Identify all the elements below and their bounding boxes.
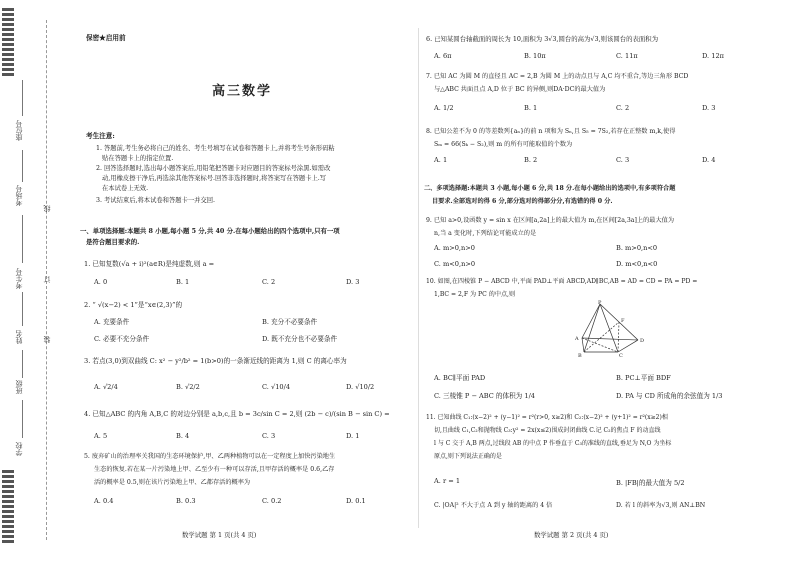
notice-line: 1. 答题前,考生务必将自己的姓名、考生号填写在试卷和答题卡上,并将考生号条形码粘 xyxy=(96,145,335,152)
fig-label-d: D xyxy=(640,338,645,344)
fig-label-p: P xyxy=(598,300,602,306)
question-8-cont: Sₘ = 66(Sₖ − S₂),则 m 的所有可能取值的个数为 xyxy=(434,141,573,148)
label-seat: 座位号 xyxy=(15,120,23,141)
question-1: 1. 已知复数(√a + i)²(a∈R)是纯虚数,则 a = xyxy=(84,260,215,268)
label-class: 班级 xyxy=(15,380,23,394)
page-1-footer: 数学试题 第 1 页(共 4 页) xyxy=(182,531,257,539)
question-3: 3. 若点(3,0)到双曲线 C: x² − y²/b² = 1(b>0)的一条渐近线的距离为 1,则 C 的离心率为 xyxy=(84,357,347,365)
question-9-cont: n,当 a 变化时,下列结论可能成立的是 xyxy=(434,230,537,237)
q9-option-a: A. m>0,n>0 xyxy=(434,244,475,252)
q2-option-c: C. 必要不充分条件 xyxy=(94,335,150,343)
q7-option-a: A. 1/2 xyxy=(434,104,454,112)
q3-option-d: D. √10/2 xyxy=(346,383,375,391)
q11-option-c: C. |OA|² 不大于点 A 到 y 轴的距离的 4 倍 xyxy=(434,502,553,509)
field-class xyxy=(22,350,23,378)
pyramid-figure xyxy=(574,300,646,358)
notice-line: 3. 考试结束后,将本试卷和答题卡一并交回. xyxy=(96,197,216,204)
label-name: 姓名 xyxy=(15,330,23,344)
section2-heading-cont: 目要求.全部选对的得 6 分,部分选对的得部分分,有选错的得 0 分. xyxy=(432,198,613,205)
question-7: 7. 已知 AC 为圆 M 的直径且 AC = 2,B 为圆 M 上的动点且与 A,C 均不重合,等边三角形 BCD xyxy=(426,73,689,80)
q9-option-d: D. m<0,n<0 xyxy=(616,260,658,268)
label-room: 考场号 xyxy=(15,185,23,206)
q10-option-c: C. 三棱锥 P − ABC 的体积为 1/4 xyxy=(434,392,535,400)
q8-option-b: B. 2 xyxy=(524,156,538,164)
question-5: 5. 废弃矿山的治理率关我国的生态环境保护,甲、乙两种植物可以在一定程度上加快污染地生 xyxy=(84,453,336,460)
page-title: 高三数学 xyxy=(212,84,273,99)
q7-option-b: B. 1 xyxy=(524,104,538,112)
seal-char-pack: 装 xyxy=(43,336,51,343)
field-school xyxy=(22,400,23,438)
seal-char-bind: 订 xyxy=(43,276,51,283)
page-divider xyxy=(418,28,419,528)
confidential-mark: 保密★启用前 xyxy=(86,34,126,42)
question-11-cont: l 与 C 交于 A,B 两点,过线段 AB 的中点 P 作垂直于 C₃的准线的直线,垂足为 N,O 为坐标 xyxy=(434,440,672,447)
question-2: 2. “ √(x−2) < 1”是“x∈(2,3)”的 xyxy=(84,301,183,309)
label-school: 学校 xyxy=(15,442,23,456)
q5-option-d: D. 0.1 xyxy=(346,497,366,505)
notice-line: 在本试卷上无效. xyxy=(102,185,149,192)
page-2 xyxy=(424,0,786,561)
page-1 xyxy=(80,0,410,561)
question-4: 4. 已知△ABC 的内角 A,B,C 的对边分别是 a,b,c,且 b = 3c/sin C = 2,则 (2b − c)/(sin B − sin C) = xyxy=(84,410,390,418)
notice-line: 动,用橡皮擦干净后,再选涂其他答案标号.回答非选择题时,将答案写在答题卡上.写 xyxy=(102,175,327,182)
page-2-footer: 数学试题 第 2 页(共 4 页) xyxy=(534,531,609,539)
q9-option-c: C. m<0,n>0 xyxy=(434,260,476,268)
barcode-stripes-top xyxy=(2,8,14,78)
q9-option-b: B. m>0,n<0 xyxy=(616,244,658,252)
q10-option-a: A. BC∥平面 PAD xyxy=(434,374,486,382)
question-11-cont: 原点,则下列说法正确的是 xyxy=(434,453,502,460)
q5-option-b: B. 0.3 xyxy=(176,497,196,505)
barcode-stripes-bottom xyxy=(2,470,14,545)
q2-option-d: D. 既不充分也不必要条件 xyxy=(262,335,338,343)
question-5-cont: 生态的恢复.若在某一片污染地上甲、乙至少有一种可以存活,且甲存活的概率是 0.6,乙存 xyxy=(94,466,335,473)
fig-label-f: F xyxy=(621,318,625,324)
question-11-cont: 切,且曲线 C₁,C₂和抛物线 C₃:y² = 2x(x≤2)围成封闭曲线 C.记 C₂的焦点 F 的动直线 xyxy=(434,427,661,434)
q4-option-c: C. 3 xyxy=(262,432,276,440)
q2-option-b: B. 充分不必要条件 xyxy=(262,318,318,326)
section1-heading-cont: 是符合题目要求的. xyxy=(86,238,140,246)
q4-option-a: A. 5 xyxy=(94,432,108,440)
q3-option-b: B. √2/2 xyxy=(176,383,200,391)
q8-option-c: C. 3 xyxy=(616,156,630,164)
notice-heading: 考生注意: xyxy=(86,132,115,140)
q11-option-a: A. r = 1 xyxy=(434,477,461,485)
q3-option-c: C. √10/4 xyxy=(262,383,291,391)
notice-line: 2. 回答选择题时,选出每小题答案后,用铅笔把答题卡对应题目的答案标号涂黑.如需改 xyxy=(96,165,331,172)
q2-option-a: A. 充要条件 xyxy=(94,318,130,326)
q8-option-a: A. 1 xyxy=(434,156,448,164)
label-examinee: 考生号 xyxy=(15,268,23,289)
q7-option-c: C. 2 xyxy=(616,104,630,112)
q1-option-a: A. 0 xyxy=(94,278,108,286)
section2-heading: 二、多项选择题:本题共 3 小题,每小题 6 分,共 18 分.在每小题给出的选项中,有多项符合题 xyxy=(424,185,676,192)
fig-label-b: B xyxy=(578,353,582,358)
q10-option-b: B. PC⊥平面 BDF xyxy=(616,374,671,382)
field-examinee xyxy=(22,215,23,263)
q4-option-b: B. 4 xyxy=(176,432,190,440)
fig-label-c: C xyxy=(619,353,623,358)
question-9: 9. 已知 a>0,设函数 y = sin x 在区间[a,2a]上的最大值为 m,在区间[2a,3a]上的最大值为 xyxy=(426,217,675,224)
question-8: 8. 已知公差不为 0 的等差数列{aₙ}的前 n 项和为 Sₙ,且 S₅ = 7S₂,若存在正整数 m,k,使得 xyxy=(426,128,676,135)
q8-option-d: D. 4 xyxy=(702,156,716,164)
q4-option-d: D. 1 xyxy=(346,432,360,440)
q6-option-d: D. 12π xyxy=(702,52,724,60)
question-5-cont: 活的概率是 0.5,则在该片污染地上甲、乙都存活的概率为 xyxy=(94,479,251,486)
question-11: 11. 已知曲线 C₁:(x−2)² + (y−1)² = r²(r>0, x≥2)和 C₂:(x−2)² + (y+1)² = r²(x≥2)相 xyxy=(426,414,668,421)
question-10-cont: 1,BC = 2,F 为 PC 的中点,则 xyxy=(434,291,516,298)
q6-option-a: A. 6π xyxy=(434,52,452,60)
q5-option-a: A. 0.4 xyxy=(94,497,114,505)
q1-option-c: C. 2 xyxy=(262,278,276,286)
field-name xyxy=(22,292,23,326)
question-10: 10. 如图,在四棱锥 P − ABCD 中,平面 PAD⊥平面 ABCD,AD∥BC,AB = AD = CD = PA = PD = xyxy=(426,278,698,285)
seal-char-line: 线 xyxy=(43,205,51,212)
q1-option-d: D. 3 xyxy=(346,278,360,286)
section1-heading: 一、单项选择题:本题共 8 小题,每小题 5 分,共 40 分.在每小题给出的四个选项中,只有一项 xyxy=(80,227,340,235)
field-seat xyxy=(22,80,23,116)
question-6: 6. 已知某圆台轴截面的周长为 10,面积为 3√3,圆台的高为√3,则该圆台的表面积为 xyxy=(426,35,659,43)
q1-option-b: B. 1 xyxy=(176,278,190,286)
q5-option-c: C. 0.2 xyxy=(262,497,282,505)
fig-label-a: A xyxy=(575,336,579,342)
question-7-cont: 与△ABC 共面且点 A,D 位于 BC 的异侧,则DA·DC的最大值为 xyxy=(434,86,606,93)
q10-option-d: D. PA 与 CD 所成角的余弦值为 1/3 xyxy=(616,392,723,400)
q11-option-d: D. 若 l 的斜率为√3,则 AN⊥BN xyxy=(616,502,706,509)
q3-option-a: A. √2/4 xyxy=(94,383,118,391)
binding-strip xyxy=(0,0,64,561)
q6-option-c: C. 11π xyxy=(616,52,638,60)
q6-option-b: B. 10π xyxy=(524,52,546,60)
q7-option-d: D. 3 xyxy=(702,104,716,112)
notice-line: 贴在答题卡上的指定位置. xyxy=(102,155,174,162)
field-room xyxy=(22,150,23,182)
q11-option-b: B. |FB|的最大值为 5/2 xyxy=(616,479,685,487)
